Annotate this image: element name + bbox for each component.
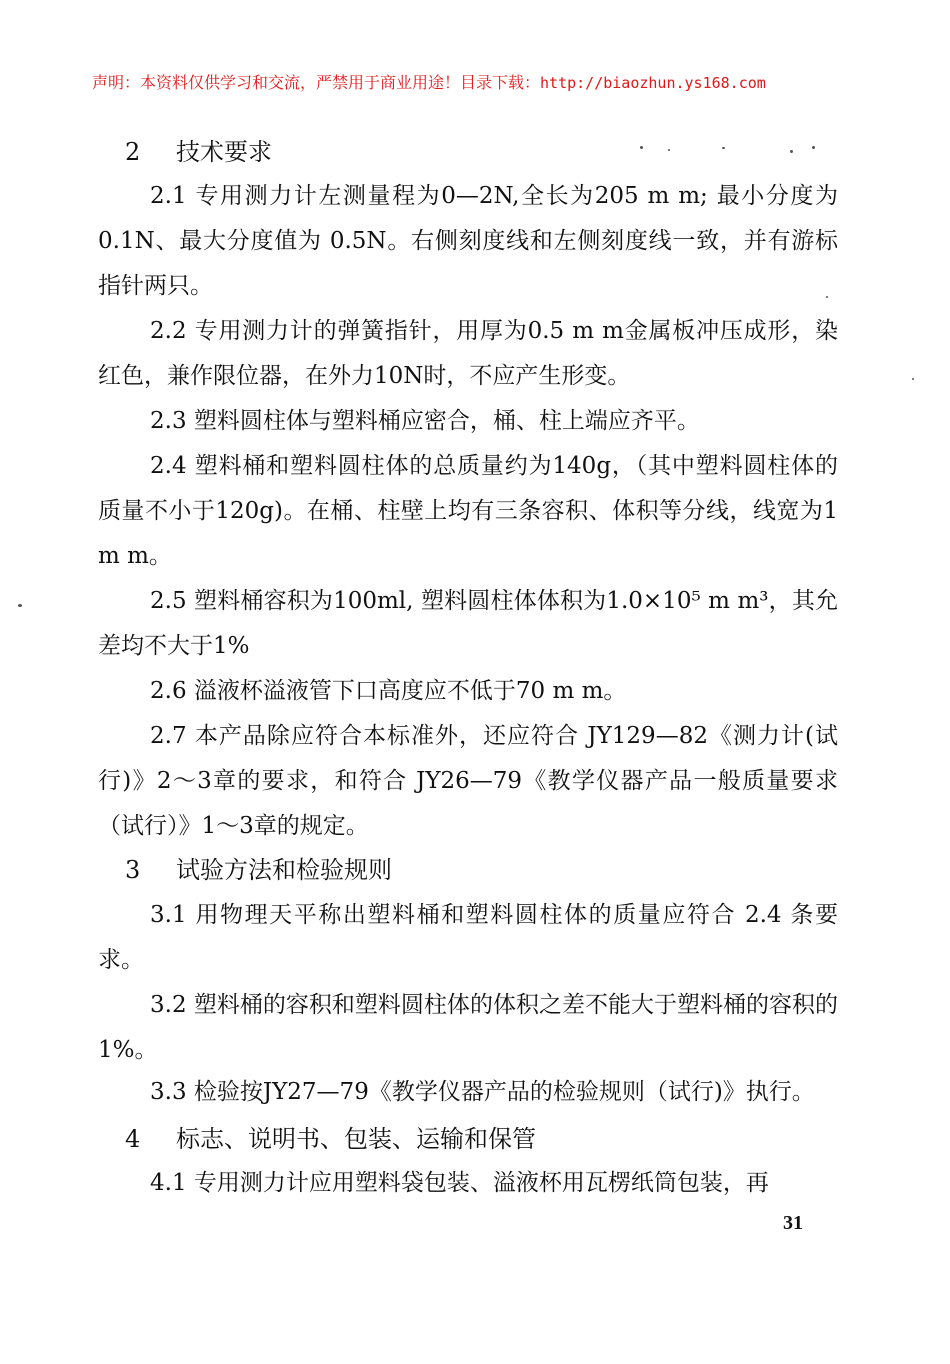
section-heading: [98, 137, 838, 167]
page-number: 31: [783, 1212, 803, 1234]
download-link[interactable]: http://biaozhun.ys168.com: [540, 74, 766, 92]
scan-speck: [790, 150, 793, 153]
paragraph: 2.6 溢液杯溢液管下口高度应不低于70 m m。: [150, 678, 627, 704]
section-title: 试验方法和检验规则: [176, 856, 392, 884]
paragraph: 3.3 检验按JY27—79《教学仪器产品的检验规则（试行)》执行。: [150, 1079, 815, 1105]
paragraph: 2.4 塑料桶和塑料圆柱体的总质量约为140g，（其中塑料圆柱体的质量不小于120g)。在桶、柱壁上均有三条容积、体积等分线，线宽为1 m m。: [98, 453, 838, 569]
scan-speck: [640, 146, 643, 149]
scan-speck: [812, 146, 815, 149]
scan-speck: [912, 378, 914, 380]
section-heading: [98, 1124, 838, 1154]
section-title: 技术要求: [176, 138, 272, 166]
paragraph: 2.1 专用测力计左测量程为0—2N,全长为205 m m; 最小分度为0.1N、最大分度值为 0.5N。右侧刻度线和左侧刻度线一致，并有游标指针两只。: [98, 183, 838, 299]
scan-speck: [18, 604, 22, 607]
section-heading: [98, 855, 838, 885]
paragraph: 2.5 塑料桶容积为100ml, 塑料圆柱体体积为1.0×10⁵ m m³，其允差均不大于1%: [98, 588, 838, 659]
section-number: 4: [125, 1125, 141, 1153]
notice-text: 声明：本资料仅供学习和交流，严禁用于商业用途！目录下载：: [92, 73, 541, 92]
paragraph: 2.3 塑料圆柱体与塑料桶应密合，桶、柱上端应齐平。: [150, 408, 700, 434]
paragraph: 3.2 塑料桶的容积和塑料圆柱体的体积之差不能大于塑料桶的容积的1%。: [98, 992, 838, 1063]
copyright-notice: [92, 72, 932, 94]
scan-speck: [722, 147, 725, 149]
section-number: 3: [125, 856, 141, 884]
scan-speck: [826, 296, 828, 298]
paragraph: 3.1 用物理天平称出塑料桶和塑料圆柱体的质量应符合 2.4 条要求。: [98, 902, 838, 973]
paragraph: 2.7 本产品除应符合本标准外，还应符合 JY129—82《测力计(试行)》2～3章的要求，和符合 JY26—79《教学仪器产品一般质量要求（试行）》1～3章的规定。: [98, 723, 838, 839]
paragraph: 4.1 专用测力计应用塑料袋包装、溢液杯用瓦楞纸筒包装，再: [150, 1170, 769, 1196]
scan-speck: [668, 149, 670, 151]
section-number: 2: [125, 138, 141, 166]
paragraph: 2.2 专用测力计的弹簧指针，用厚为0.5 m m金属板冲压成形，染红色，兼作限位器，在外力10N时，不应产生形变。: [98, 318, 838, 389]
section-title: 标志、说明书、包装、运输和保管: [176, 1125, 536, 1153]
